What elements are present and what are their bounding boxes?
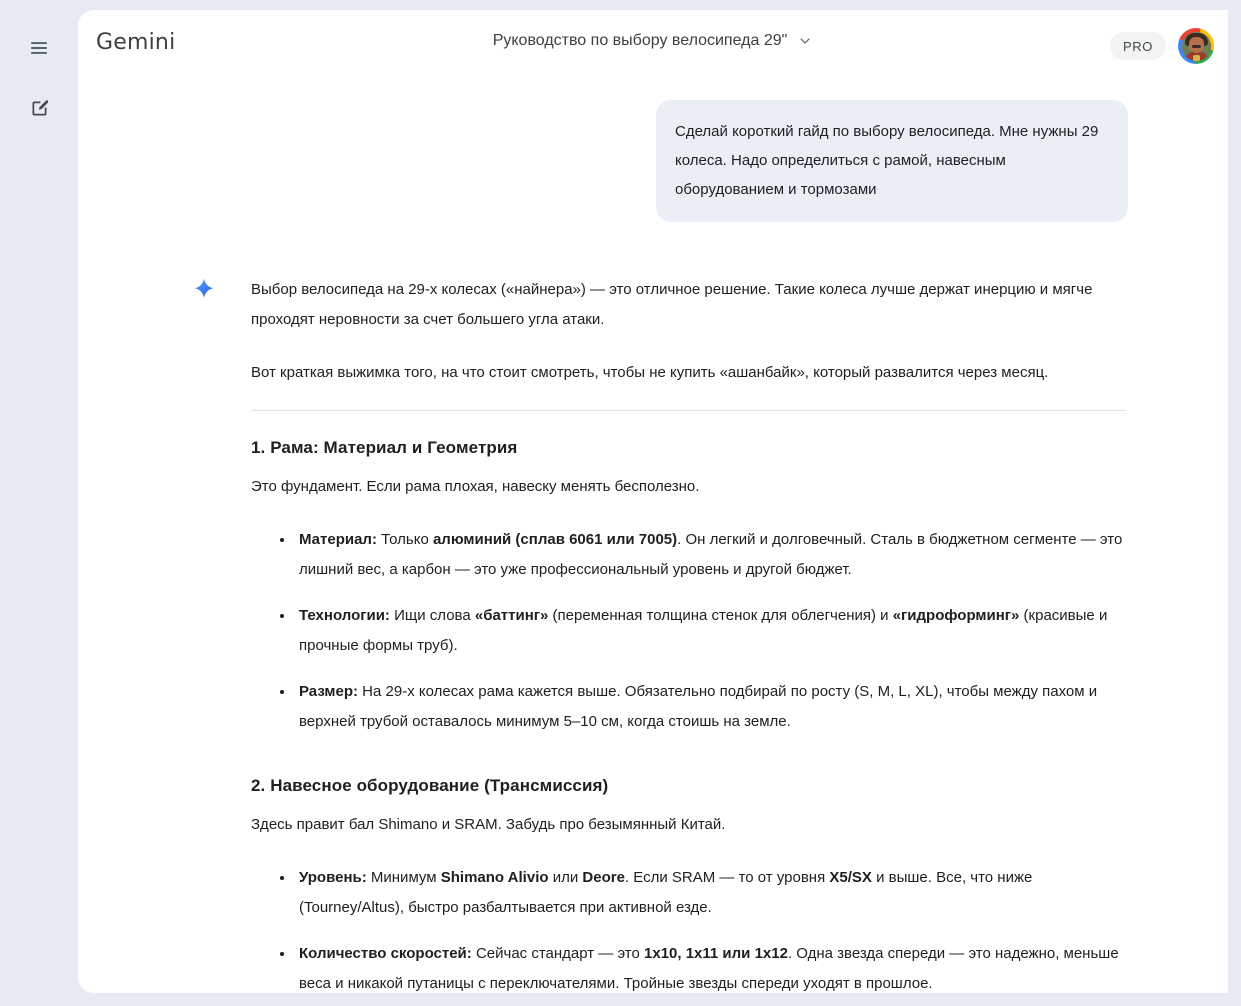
section-heading: 2. Навесное оборудование (Трансмиссия) bbox=[251, 776, 609, 795]
section-heading: 1. Рама: Материал и Геометрия bbox=[251, 438, 518, 457]
emphasis-text: 1x10, 1x11 или 1x12 bbox=[644, 945, 788, 962]
body-text: Только bbox=[376, 531, 433, 548]
avatar[interactable] bbox=[1178, 28, 1214, 64]
conversation-thread[interactable] bbox=[78, 86, 1228, 993]
brand-logo-text[interactable]: Gemini bbox=[96, 30, 176, 55]
gemini-sparkle-icon bbox=[191, 277, 217, 303]
body-text: (переменная толщина стенок для облегчения) и bbox=[548, 607, 893, 624]
emphasis-text: «гидроформинг» bbox=[892, 607, 1020, 624]
list-item bbox=[277, 525, 1126, 585]
top-bar-actions bbox=[1110, 28, 1214, 64]
user-turn bbox=[178, 86, 1128, 222]
body-text: . Если SRAM — то от уровня bbox=[624, 869, 830, 886]
status-badge[interactable]: PRO bbox=[1110, 32, 1166, 60]
list-item bbox=[277, 939, 1126, 993]
response-section bbox=[251, 438, 1126, 737]
body-text: или bbox=[548, 869, 583, 886]
conversation-title[interactable]: Руководство по выбору велосипеда 29" bbox=[492, 32, 788, 49]
emphasis-text: Уровень: bbox=[299, 869, 367, 886]
avatar-image bbox=[1182, 32, 1211, 61]
list-item bbox=[277, 601, 1126, 661]
response-sections bbox=[251, 438, 1126, 993]
conversation-title-group bbox=[78, 32, 1228, 50]
body-text: и выше. Все, что ниже (Tourney/Altus), быстро разбалтывается при активной езде. bbox=[299, 869, 1033, 916]
body-text: Минимум bbox=[366, 869, 441, 886]
emphasis-text: алюминий (сплав 6061 или 7005) bbox=[432, 531, 678, 548]
main-content-card bbox=[78, 10, 1228, 993]
emphasis-text: Deore bbox=[582, 869, 625, 886]
list-item bbox=[277, 677, 1126, 737]
body-text: Сейчас стандарт — это bbox=[471, 945, 645, 962]
model-turn bbox=[178, 222, 1128, 993]
model-response-body bbox=[217, 275, 1128, 993]
top-app-bar bbox=[78, 10, 1228, 86]
response-paragraph: Выбор велосипеда на 29-х колесах («найнера») — это отличное решение. Такие колеса лучше держат инерцию и мягче проходят неровности за счет большего угла атаки. bbox=[251, 281, 1093, 328]
hamburger-menu-icon[interactable] bbox=[19, 28, 59, 68]
body-text: (красивые и прочные формы труб). bbox=[299, 607, 1108, 654]
emphasis-text: Shimano Alivio bbox=[440, 869, 549, 886]
emphasis-text: Технологии: bbox=[299, 607, 390, 624]
body-text: Ищи слова bbox=[389, 607, 475, 624]
response-paragraph: Вот краткая выжимка того, на что стоит смотреть, чтобы не купить «ашанбайк», который развалится через месяц. bbox=[251, 364, 1049, 381]
section-divider bbox=[251, 410, 1126, 411]
emphasis-text: Количество скоростей: bbox=[299, 945, 472, 962]
section-lead-text: Это фундамент. Если рама плохая, навеску менять бесполезно. bbox=[251, 478, 700, 495]
chevron-down-icon[interactable] bbox=[797, 33, 813, 49]
body-text: . Он легкий и долговечный. Сталь в бюджетном сегменте — это лишний вес, а карбон — это уже профессиональный уровень и другой бюджет. bbox=[299, 531, 1123, 578]
emphasis-text: X5/SX bbox=[829, 869, 872, 886]
emphasis-text: Размер: bbox=[299, 683, 359, 700]
response-section bbox=[251, 776, 1126, 993]
emphasis-text: Материал: bbox=[299, 531, 377, 548]
section-lead-text: Здесь правит бал Shimano и SRAM. Забудь про безымянный Китай. bbox=[251, 816, 726, 833]
bullet-list bbox=[251, 525, 1126, 737]
list-item bbox=[277, 863, 1126, 923]
body-text: На 29-х колесах рама кажется выше. Обязательно подбирай по росту (S, M, L, XL), чтобы между пахом и верхней трубой оставалось минимум 5–10 см, когда стоишь на земле. bbox=[299, 683, 1098, 730]
user-message-bubble[interactable]: Сделай короткий гайд по выбору велосипеда. Мне нужны 29 колеса. Надо определиться с рамой, навесным оборудованием и тормозами bbox=[656, 100, 1128, 222]
body-text: . Одна звезда спереди — это надежно, меньше веса и никакой путаницы с переключателями. Тройные звезды спереди уходят в прошлое. bbox=[299, 945, 1119, 992]
compose-new-chat-icon[interactable] bbox=[19, 88, 59, 128]
left-icon-rail bbox=[0, 0, 78, 1006]
bullet-list bbox=[251, 863, 1126, 993]
emphasis-text: «баттинг» bbox=[474, 607, 549, 624]
